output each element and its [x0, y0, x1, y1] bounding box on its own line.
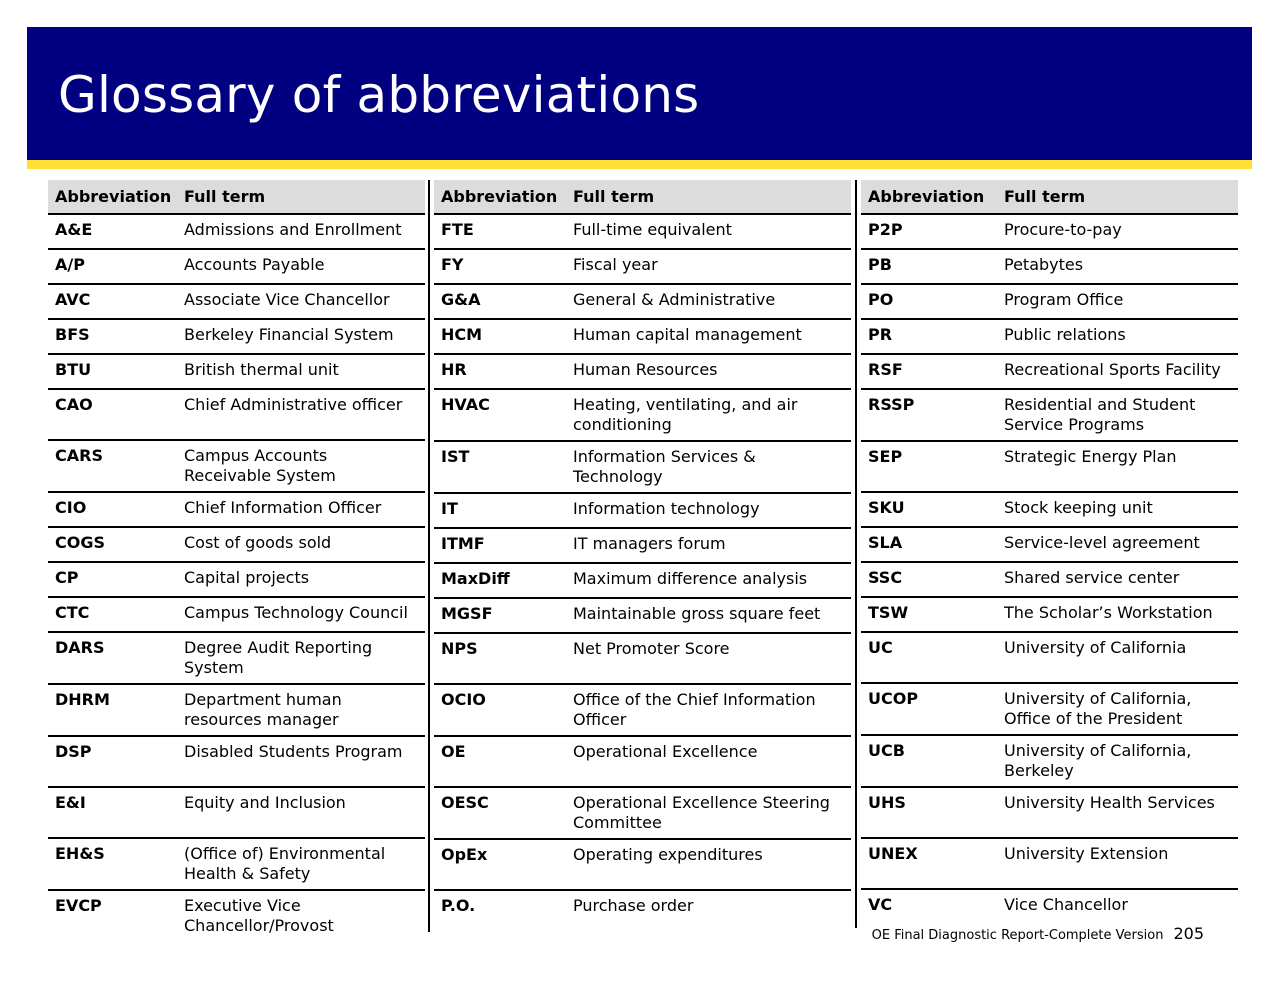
glossary-table-1	[48, 180, 425, 941]
table-row	[861, 492, 1238, 527]
full-term-cell: Full-time equivalent	[566, 214, 851, 249]
table-row	[861, 249, 1238, 284]
full-term-cell: University Extension	[997, 838, 1238, 889]
table-row	[48, 249, 425, 284]
glossary-table-3	[861, 180, 1238, 940]
abbreviation-cell: SKU	[861, 492, 997, 527]
full-term-cell: Recreational Sports Facility	[997, 354, 1238, 389]
full-term-cell: Office of the Chief Information Officer	[566, 684, 851, 736]
abbreviation-cell: P.O.	[441, 896, 476, 915]
footer	[872, 922, 1204, 948]
full-term-cell: Information technology	[566, 493, 851, 528]
table-row	[434, 528, 851, 563]
table-row	[434, 389, 851, 441]
table-row	[861, 441, 1238, 492]
abbreviation-cell: UCOP	[861, 683, 997, 735]
table-row	[861, 214, 1238, 249]
abbreviation-cell: MaxDiff	[434, 563, 566, 598]
full-term-cell: Associate Vice Chancellor	[177, 284, 425, 319]
abbreviation-cell: MGSF	[434, 598, 566, 633]
full-term-header: Full term	[177, 180, 425, 214]
table-row	[434, 249, 851, 284]
full-term-cell: Disabled Students Program	[177, 736, 425, 787]
full-term-header: Full term	[566, 180, 851, 214]
table-row	[48, 787, 425, 838]
table-row	[48, 632, 425, 684]
abbreviation-cell: UCB	[861, 735, 997, 787]
table-row	[861, 389, 1238, 441]
full-term-cell: Fiscal year	[566, 249, 851, 284]
abbreviation-cell: E&I	[48, 787, 177, 838]
table-row	[48, 440, 425, 492]
abbreviation-cell: A&E	[48, 214, 177, 249]
full-term-cell: University Health Services	[997, 787, 1238, 838]
table-row	[861, 597, 1238, 632]
abbreviation-cell: IT	[434, 493, 566, 528]
full-term-cell: Chief Information Officer	[177, 492, 425, 527]
page-number: 205	[1173, 924, 1204, 943]
table-row	[48, 838, 425, 890]
full-term-cell: Maximum difference analysis	[566, 563, 851, 598]
abbreviation-cell: SLA	[861, 527, 997, 562]
abbreviation-cell: COGS	[48, 527, 177, 562]
full-term-cell: University of California, Berkeley	[997, 735, 1238, 787]
full-term-cell: Purchase order	[573, 896, 694, 915]
abbreviation-cell: PO	[861, 284, 997, 319]
abbreviation-cell: G&A	[434, 284, 566, 319]
abbreviation-cell: SEP	[861, 441, 997, 492]
table-row	[48, 562, 425, 597]
abbreviation-header: Abbreviation	[861, 180, 997, 214]
abbreviation-cell: CARS	[48, 440, 177, 492]
abbreviation-cell: DSP	[48, 736, 177, 787]
full-term-cell: Information Services & Technology	[566, 441, 851, 493]
table-row	[48, 284, 425, 319]
table-row	[434, 787, 851, 839]
full-term-cell: Net Promoter Score	[566, 633, 851, 684]
table-row	[434, 890, 851, 941]
abbreviation-cell: OpEx	[434, 839, 566, 890]
full-term-cell: British thermal unit	[177, 354, 425, 389]
abbreviation-cell: UHS	[861, 787, 997, 838]
table-row	[48, 527, 425, 562]
full-term-header: Full term	[997, 180, 1238, 214]
table-row	[861, 527, 1238, 562]
full-term-cell: Department human resources manager	[177, 684, 425, 736]
full-term-cell: Procure-to-pay	[997, 214, 1238, 249]
abbreviation-cell: ITMF	[434, 528, 566, 563]
abbreviation-cell: CIO	[48, 492, 177, 527]
table-row	[861, 735, 1238, 787]
full-term-cell: Service-level agreement	[997, 527, 1238, 562]
table-row	[434, 214, 851, 249]
full-term-cell: Accounts Payable	[177, 249, 425, 284]
full-term-cell: Vice Chancellor	[1004, 895, 1128, 914]
abbreviation-cell: DARS	[48, 632, 177, 684]
full-term-cell: Cost of goods sold	[177, 527, 425, 562]
table-row	[861, 787, 1238, 838]
abbreviation-cell: OE	[434, 736, 566, 787]
abbreviation-cell: RSF	[861, 354, 997, 389]
full-term-cell: Admissions and Enrollment	[177, 214, 425, 249]
table-row	[434, 684, 851, 736]
abbreviation-cell: PB	[861, 249, 997, 284]
full-term-cell: Campus Accounts Receivable System	[177, 440, 425, 492]
abbreviation-cell: SSC	[861, 562, 997, 597]
full-term-cell: Chief Administrative officer	[177, 389, 425, 440]
abbreviation-cell: AVC	[48, 284, 177, 319]
abbreviation-cell: EVCP	[55, 896, 102, 915]
abbreviation-cell: TSW	[861, 597, 997, 632]
abbreviation-cell: FTE	[434, 214, 566, 249]
full-term-cell: University of California	[997, 632, 1238, 683]
page-title: Glossary of abbreviations	[58, 66, 700, 124]
abbreviation-cell: HCM	[434, 319, 566, 354]
abbreviation-cell: A/P	[48, 249, 177, 284]
abbreviation-cell: OESC	[434, 787, 566, 839]
full-term-cell: Program Office	[997, 284, 1238, 319]
column-divider	[428, 180, 430, 932]
full-term-cell: Campus Technology Council	[177, 597, 425, 632]
abbreviation-cell: OCIO	[434, 684, 566, 736]
abbreviation-cell: BFS	[48, 319, 177, 354]
column-divider	[855, 180, 857, 928]
full-term-cell: Shared service center	[997, 562, 1238, 597]
table-row	[48, 389, 425, 440]
table-row	[861, 838, 1238, 889]
abbreviation-cell: IST	[434, 441, 566, 493]
full-term-cell: Human capital management	[566, 319, 851, 354]
title-banner-stripe	[27, 160, 1252, 169]
full-term-cell: Maintainable gross square feet	[566, 598, 851, 633]
full-term-cell: Operational Excellence Steering Committee	[566, 787, 851, 839]
table-row	[48, 319, 425, 354]
table-row	[434, 598, 851, 633]
table-row	[48, 684, 425, 736]
table-row	[434, 633, 851, 684]
table-row	[434, 493, 851, 528]
abbreviation-cell: BTU	[48, 354, 177, 389]
full-term-cell: University of California, Office of the President	[997, 683, 1238, 735]
abbreviation-cell: UNEX	[861, 838, 997, 889]
full-term-cell: General & Administrative	[566, 284, 851, 319]
full-term-cell: Heating, ventilating, and air conditioning	[566, 389, 851, 441]
abbreviation-cell: CP	[48, 562, 177, 597]
abbreviation-header: Abbreviation	[48, 180, 177, 214]
table-row	[48, 890, 425, 941]
abbreviation-header: Abbreviation	[434, 180, 566, 214]
table-row	[861, 354, 1238, 389]
abbreviation-cell: FY	[434, 249, 566, 284]
full-term-cell: Degree Audit Reporting System	[177, 632, 425, 684]
abbreviation-cell: EH&S	[48, 838, 177, 890]
table-row	[861, 683, 1238, 735]
table-row	[861, 319, 1238, 354]
abbreviation-cell: PR	[861, 319, 997, 354]
table-row	[434, 736, 851, 787]
abbreviation-cell: RSSP	[861, 389, 997, 441]
full-term-cell: Capital projects	[177, 562, 425, 597]
table-row	[48, 214, 425, 249]
table-row	[48, 354, 425, 389]
table-row	[434, 563, 851, 598]
full-term-cell: Berkeley Financial System	[177, 319, 425, 354]
full-term-cell: (Office of) Environmental Health & Safety	[177, 838, 425, 890]
abbreviation-cell: DHRM	[48, 684, 177, 736]
abbreviation-cell: P2P	[861, 214, 997, 249]
abbreviation-cell: HR	[434, 354, 566, 389]
table-row	[48, 597, 425, 632]
abbreviation-cell: CTC	[48, 597, 177, 632]
full-term-cell: Operational Excellence	[566, 736, 851, 787]
table-row	[861, 284, 1238, 319]
full-term-cell: Strategic Energy Plan	[997, 441, 1238, 492]
full-term-cell: Residential and Student Service Programs	[997, 389, 1238, 441]
abbreviation-cell: CAO	[48, 389, 177, 440]
full-term-cell: The Scholar’s Workstation	[997, 597, 1238, 632]
full-term-cell: Executive Vice Chancellor/Provost	[184, 896, 334, 935]
glossary-table-2	[434, 180, 851, 941]
abbreviation-cell: NPS	[434, 633, 566, 684]
full-term-cell: Equity and Inclusion	[177, 787, 425, 838]
abbreviation-cell: HVAC	[434, 389, 566, 441]
table-row	[434, 284, 851, 319]
table-row	[434, 354, 851, 389]
full-term-cell: IT managers forum	[566, 528, 851, 563]
table-row	[48, 492, 425, 527]
table-row	[861, 632, 1238, 683]
full-term-cell: Human Resources	[566, 354, 851, 389]
table-row	[48, 736, 425, 787]
footer-text: OE Final Diagnostic Report-Complete Version	[871, 928, 1164, 943]
full-term-cell: Stock keeping unit	[997, 492, 1238, 527]
table-row	[434, 839, 851, 890]
abbreviation-cell: UC	[861, 632, 997, 683]
full-term-cell: Petabytes	[997, 249, 1238, 284]
full-term-cell: Public relations	[997, 319, 1238, 354]
full-term-cell: Operating expenditures	[566, 839, 851, 890]
table-row	[434, 441, 851, 493]
abbreviation-cell: VC	[868, 895, 893, 914]
table-row	[861, 562, 1238, 597]
table-row	[434, 319, 851, 354]
